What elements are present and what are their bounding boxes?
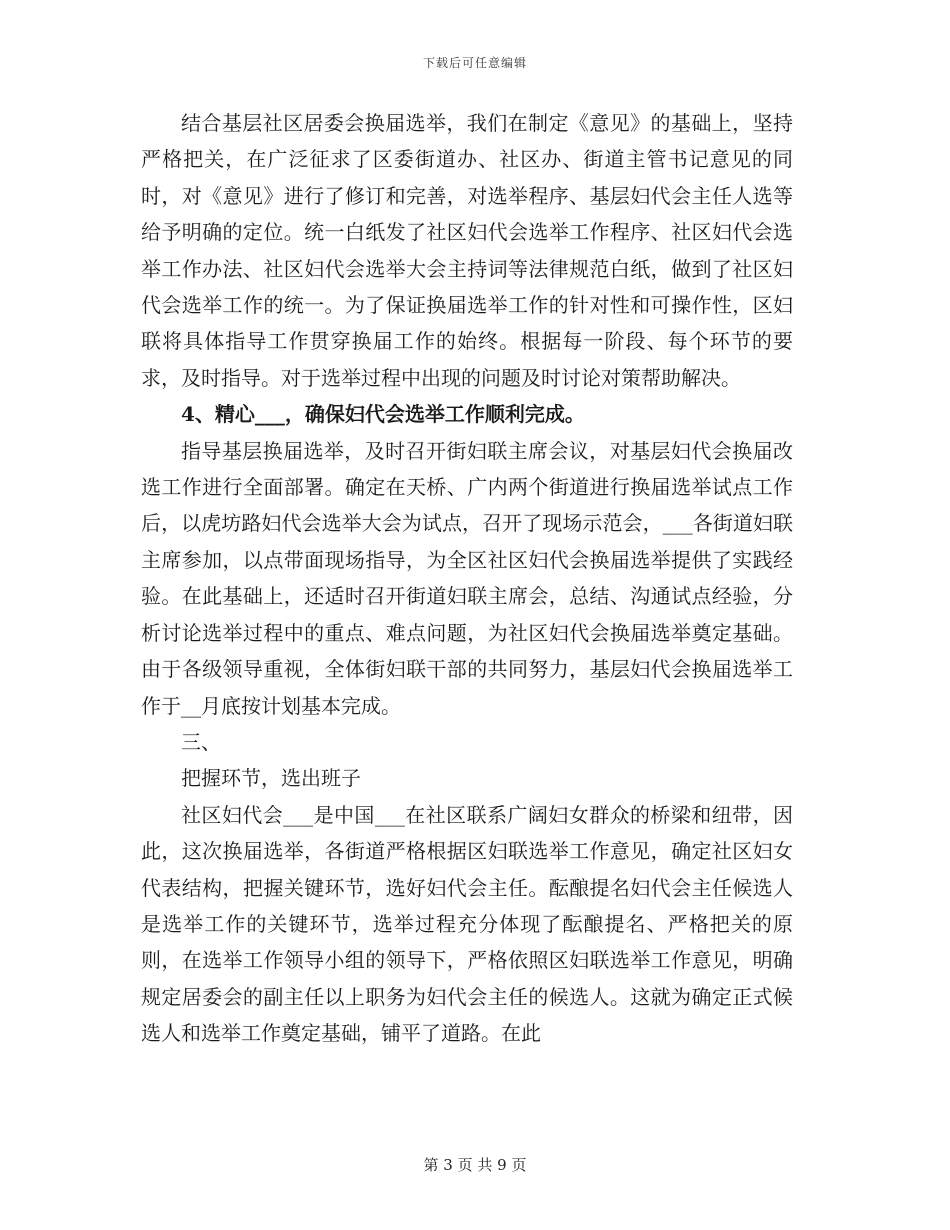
section-title-3: 把握环节，选出班子 <box>181 766 361 791</box>
page-header-note: 下载后可任意编辑 <box>422 56 527 70</box>
body-paragraph-3: 社区妇代会___是中国___在社区联系广阔妇女群众的桥梁和纽带，因此，这次换届选举，各街道严格根据区妇联选举工作意见，确定社区妇女代表结构，把握关键环节，选好妇代会主任。酝酿提名妇代会主任候选人是选举工作的关键环节，选举过程充分体现了酝酿提名、严格把关的原则，在选举工作领导小组的领导下，严格依照区妇联选举工作意见，明确规定居委会的副主任以上职务为妇代会主任的候选人。这就为确定正式候选人和选举工作奠定基础，铺平了道路。在此 <box>141 802 793 1046</box>
body-paragraph-1: 结合基层社区居委会换届选举，我们在制定《意见》的基础上，坚持严格把关，在广泛征求了区委街道办、社区办、街道主管书记意见的同时，对《意见》进行了修订和完善，对选举程序、基层妇代会主任人选等给予明确的定位。统一白纸发了社区妇代会选举工作程序、社区妇代会选举工作办法、社区妇代会选举大会主持词等法律规范白纸，做到了社区妇代会选举工作的统一。为了保证换届选举工作的针对性和可操作性，区妇联将具体指导工作贯穿换届工作的始终。根据每一阶段、每个环节的要求，及时指导。对于选举过程中出现的问题及时讨论对策帮助解决。 <box>141 111 793 390</box>
page-number-footer: 第 3 页 共 9 页 <box>423 1156 527 1174</box>
section-number-3: 三、 <box>181 729 221 754</box>
document-body <box>141 105 793 1052</box>
body-paragraph-2: 指导基层换届选举，及时召开街妇联主席会议，对基层妇代会换届改选工作进行全面部署。确定在天桥、广内两个街道进行换届选举试点工作后，以虎坊路妇代会选举大会为试点，召开了现场示范会，___各街道妇联主席参加，以点带面现场指导，为全区社区妇代会换届选举提供了实践经验。在此基础上，还适时召开街道妇联主席会，总结、沟通试点经验，分析讨论选举过程中的重点、难点问题，为社区妇代会换届选举奠定基础。由于各级领导重视，全体街妇联干部的共同努力，基层妇代会换届选举工作于__月底按计划基本完成。 <box>141 438 793 718</box>
section-heading-4: 4、精心___，确保妇代会选举工作顺利完成。 <box>181 402 585 427</box>
